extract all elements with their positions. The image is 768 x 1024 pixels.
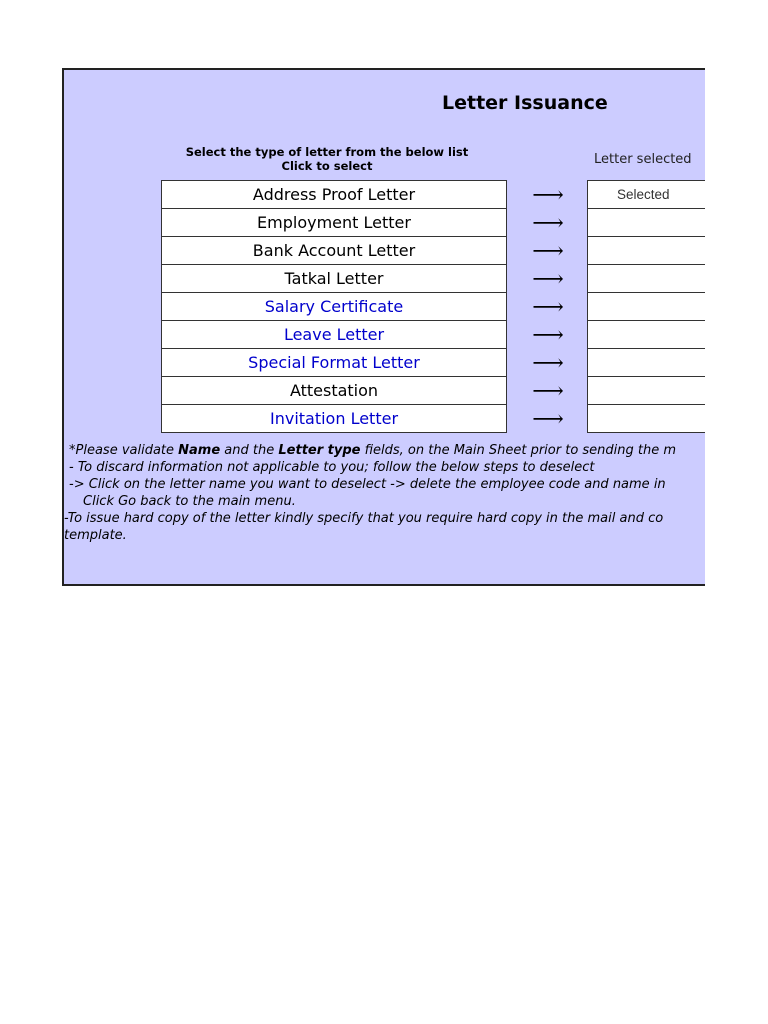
letter-selected-column (587, 180, 705, 433)
right-arrow-icon: ⟶ (532, 295, 564, 320)
letter-option-tatkal[interactable]: Tatkal Letter (162, 265, 506, 293)
notes-block (64, 442, 705, 544)
letter-option-invitation[interactable]: Invitation Letter (162, 405, 506, 433)
letter-option-employment[interactable]: Employment Letter (162, 209, 506, 237)
note-go-back: Click Go back to the main menu. (83, 494, 296, 509)
instruction-text (160, 145, 494, 173)
letter-issuance-sheet (62, 68, 705, 586)
note-validate-letter-type: Letter type (278, 443, 361, 458)
note-validate-suffix: fields, on the Main Sheet prior to sending the m (360, 443, 677, 458)
letter-option-leave[interactable]: Leave Letter (162, 321, 506, 349)
letter-option-address-proof[interactable]: Address Proof Letter (162, 181, 506, 209)
selected-cell-salary-certificate (588, 293, 705, 321)
selected-cell-leave (588, 321, 705, 349)
selected-cell-attestation (588, 377, 705, 405)
note-discard: - To discard information not applicable to you; follow the below steps to deselect (69, 460, 595, 475)
letter-option-special-format[interactable]: Special Format Letter (162, 349, 506, 377)
note-validate-name: Name (178, 443, 221, 458)
right-arrow-icon: ⟶ (532, 379, 564, 404)
selected-cell-bank-account (588, 237, 705, 265)
note-deselect-steps: -> Click on the letter name you want to deselect -> delete the employee code and name in (69, 477, 666, 492)
note-validate (64, 442, 705, 459)
letter-type-list (161, 180, 507, 433)
instruction-line-1: Select the type of letter from the below list (185, 145, 469, 159)
note-validate-prefix: *Please validate (69, 443, 179, 458)
right-arrow-icon: ⟶ (532, 239, 564, 264)
page-title: Letter Issuance (442, 92, 608, 114)
selected-cell-special-format (588, 349, 705, 377)
letter-option-attestation[interactable]: Attestation (162, 377, 506, 405)
selected-cell-address-proof: Selected (588, 181, 705, 209)
note-template: template. (64, 528, 127, 543)
right-arrow-icon: ⟶ (532, 211, 564, 236)
right-arrow-icon: ⟶ (532, 323, 564, 348)
letter-selected-header: Letter selected (594, 152, 692, 167)
selected-cell-tatkal (588, 265, 705, 293)
selected-cell-invitation (588, 405, 705, 433)
instruction-line-2: Click to select (281, 159, 373, 173)
letter-option-bank-account[interactable]: Bank Account Letter (162, 237, 506, 265)
right-arrow-icon: ⟶ (532, 407, 564, 432)
selected-cell-employment (588, 209, 705, 237)
right-arrow-icon: ⟶ (532, 351, 564, 376)
note-hard-copy: -To issue hard copy of the letter kindly specify that you require hard copy in the mail and co (64, 511, 664, 526)
right-arrow-icon: ⟶ (532, 267, 564, 292)
arrow-column (530, 180, 566, 432)
note-validate-mid: and the (220, 443, 279, 458)
letter-option-salary-certificate[interactable]: Salary Certificate (162, 293, 506, 321)
right-arrow-icon: ⟶ (532, 183, 564, 208)
